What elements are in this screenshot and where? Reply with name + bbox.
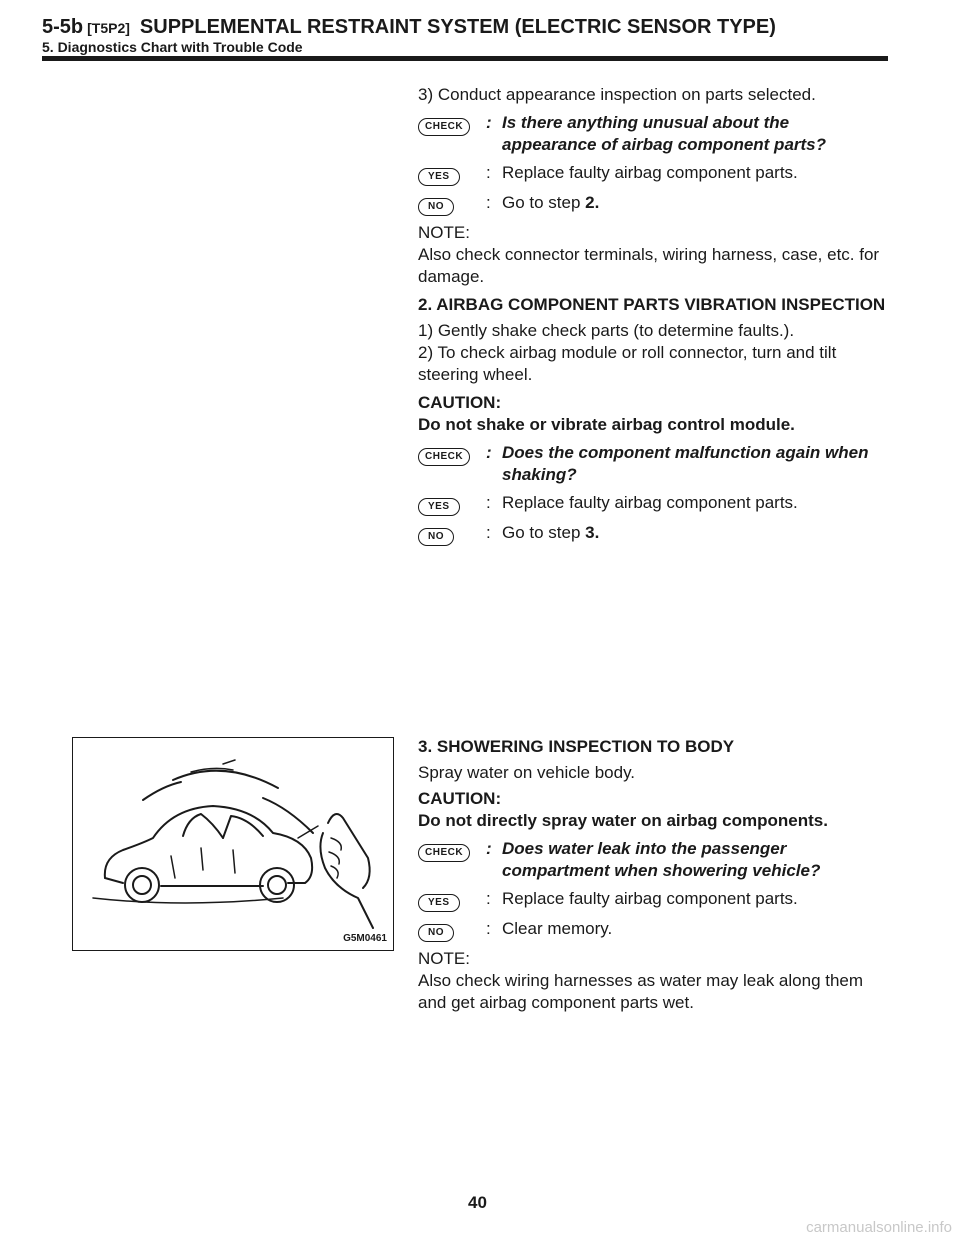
step1-no-step: 2. [585, 193, 600, 212]
step3-no: NO : Clear memory. [418, 918, 886, 942]
step2-no-step: 3. [585, 523, 600, 542]
step1-intro: 3) Conduct appearance inspection on parts selected. [418, 85, 816, 104]
step1-note: Also check connector terminals, wiring harness, case, etc. for damage. [418, 245, 880, 286]
page-number: 40 [468, 1193, 487, 1212]
step2-yes-text: Replace faulty airbag component parts. [502, 493, 798, 512]
no-badge-icon: NO [418, 528, 454, 546]
step1-check-text: Is there anything unusual about the appearance of airbag component parts? [502, 113, 827, 154]
step2-caution-label: CAUTION: [418, 393, 502, 412]
step3-caution: Do not directly spray water on airbag components. [418, 811, 828, 830]
step1-yes-text: Replace faulty airbag component parts. [502, 163, 798, 182]
step1-block [418, 84, 886, 294]
car-shower-illustration-icon [73, 738, 393, 950]
page-header-title [42, 16, 776, 39]
step3-block [418, 736, 886, 1020]
step1-check: CHECK : Is there anything unusual about the appearance of airbag component parts? [418, 112, 886, 156]
step2-no-text: Go to step [502, 523, 586, 542]
step2-line1: 1) Gently shake check parts (to determine faults.). [418, 321, 795, 340]
step3-check-text: Does water leak into the passenger compartment when showering vehicle? [502, 839, 821, 880]
yes-badge-icon: YES [418, 168, 460, 186]
no-badge-icon: NO [418, 198, 454, 216]
step3-no-text: Clear memory. [502, 919, 613, 938]
step3-line1: Spray water on vehicle body. [418, 763, 636, 782]
section-code: [T5P2] [87, 20, 130, 36]
step1-note-label: NOTE: [418, 223, 470, 242]
step2-line2: 2) To check airbag module or roll connector, turn and tilt steering wheel. [418, 343, 837, 384]
step2-no: NO : Go to step 3. [418, 522, 886, 546]
step1-yes: YES : Replace faulty airbag component parts. [418, 162, 886, 186]
section-number: 5-5b [42, 16, 84, 38]
step2-heading: 2. AIRBAG COMPONENT PARTS VIBRATION INSPECTION [418, 295, 886, 314]
yes-badge-icon: YES [418, 498, 460, 516]
step3-check: CHECK : Does water leak into the passenger compartment when showering vehicle? [418, 838, 886, 882]
step3-caution-label: CAUTION: [418, 789, 502, 808]
no-badge-icon: NO [418, 924, 454, 942]
step2-caution: Do not shake or vibrate airbag control module. [418, 415, 795, 434]
check-badge-icon: CHECK [418, 844, 470, 862]
step1-no: NO : Go to step 2. [418, 192, 886, 216]
showering-figure [72, 737, 394, 951]
watermark: carmanualsonline.info [806, 1219, 952, 1236]
check-badge-icon: CHECK [418, 118, 470, 136]
step2-check: CHECK : Does the component malfunction again when shaking? [418, 442, 886, 486]
figure-code: G5M0461 [343, 933, 387, 944]
section-title: SUPPLEMENTAL RESTRAINT SYSTEM (ELECTRIC SENSOR TYPE) [139, 16, 776, 38]
step2-check-text: Does the component malfunction again when shaking? [502, 443, 869, 484]
page-subtitle: 5. Diagnostics Chart with Trouble Code [42, 39, 303, 55]
step2-yes: YES : Replace faulty airbag component parts. [418, 492, 886, 516]
step1-no-text: Go to step [502, 193, 586, 212]
header-rule [42, 56, 888, 61]
check-badge-icon: CHECK [418, 448, 470, 466]
step3-yes-text: Replace faulty airbag component parts. [502, 889, 798, 908]
yes-badge-icon: YES [418, 894, 460, 912]
step3-note-label: NOTE: [418, 949, 470, 968]
step2-block [418, 294, 886, 552]
step3-heading: 3. SHOWERING INSPECTION TO BODY [418, 737, 735, 756]
step3-note: Also check wiring harnesses as water may leak along them and get airbag component parts wet. [418, 971, 864, 1012]
step3-yes: YES : Replace faulty airbag component parts. [418, 888, 886, 912]
